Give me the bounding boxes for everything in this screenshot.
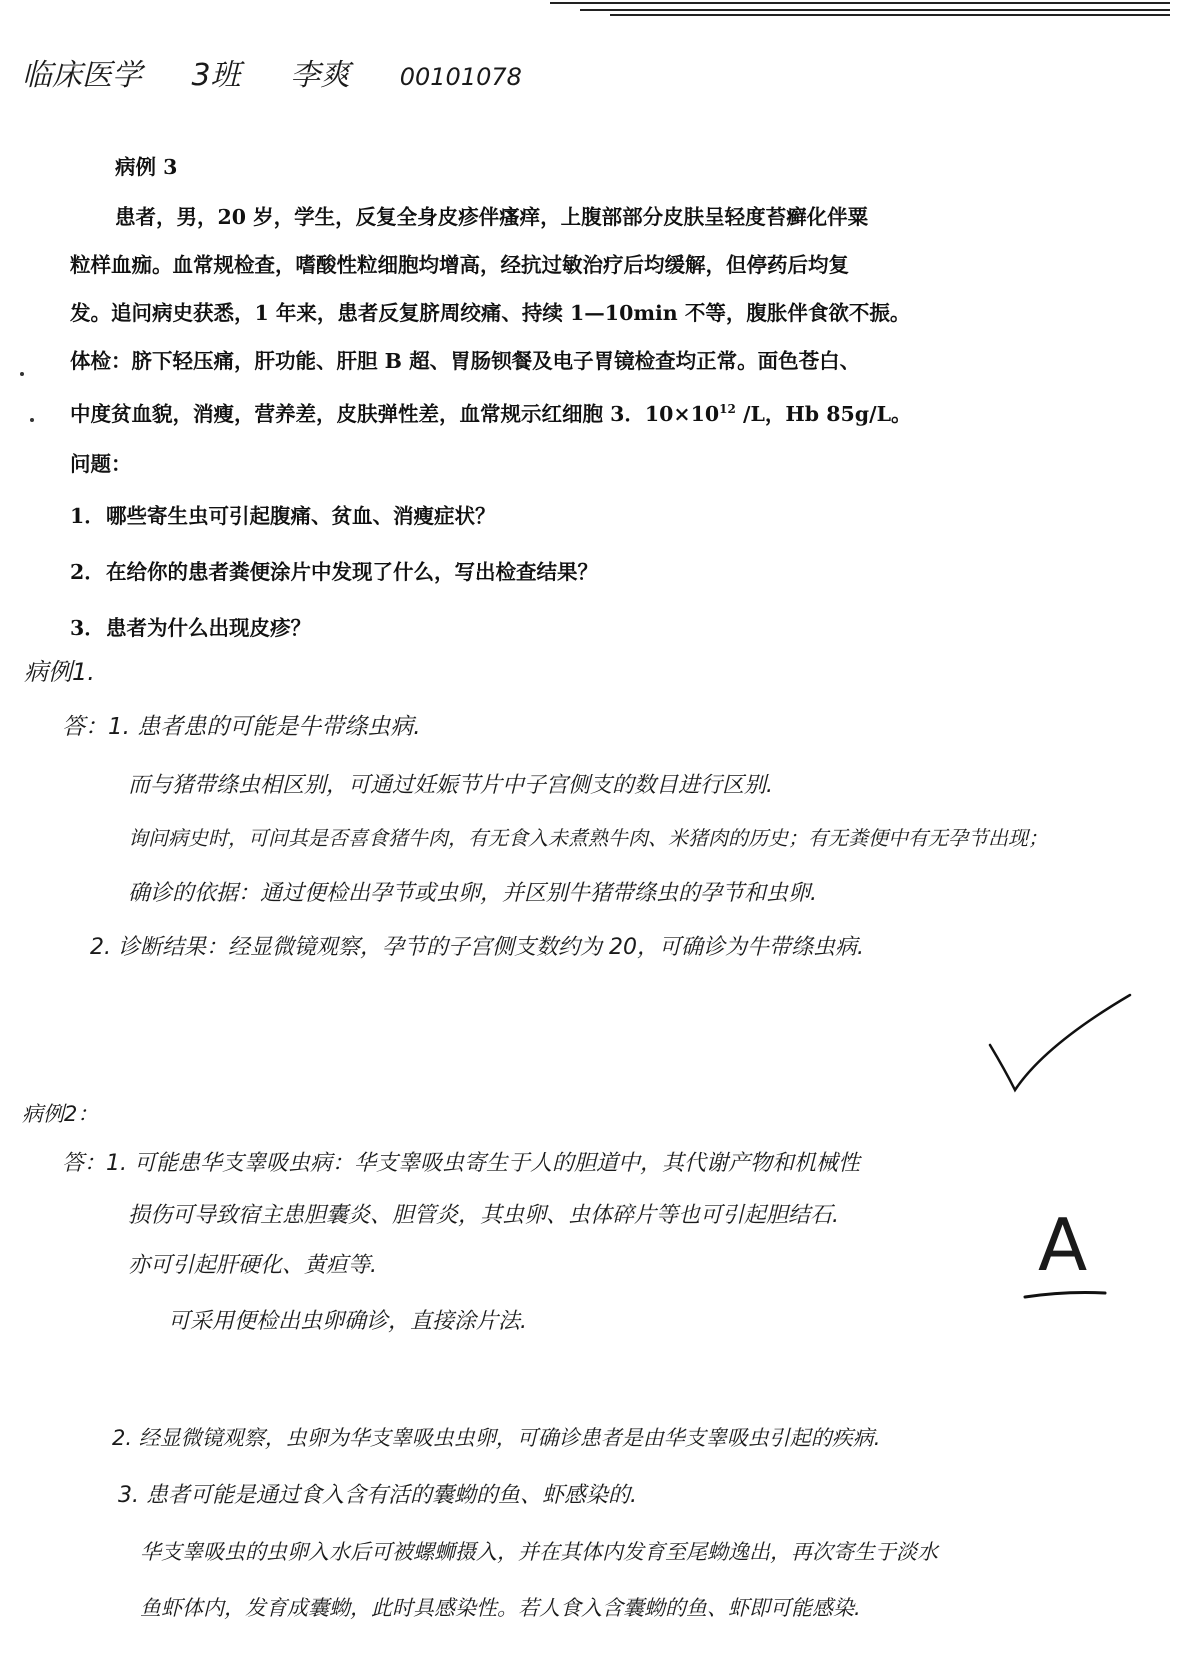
case-line: [70, 394, 940, 429]
case-line-text: /L，Hb 85g/L。: [735, 401, 912, 426]
student-name: 李爽: [290, 58, 351, 93]
case-line: 发。追问病史获悉，1 年来，患者反复脐周绞痛、持续 1—10min 不等，腹胀伴食欲不振。: [70, 301, 911, 325]
case-line: 粒样血痂。血常规检查，嗜酸性粒细胞均增高，经抗过敏治疗后均缓解，但停药后均复: [70, 253, 849, 277]
question-item: [70, 499, 940, 529]
answer-line: 华支睾吸虫的虫卵入水后可被螺蛳摄入，并在其体内发育至尾蚴逸出，再次寄生于淡水: [140, 1540, 938, 1564]
answer-line: 亦可引起肝硬化、黄疸等.: [128, 1253, 377, 1278]
course-name: 临床医学: [22, 58, 142, 93]
answer-line: 3. 患者可能是通过食入含有活的囊蚴的鱼、虾感染的.: [118, 1483, 637, 1508]
grade-letter: A: [1038, 1203, 1088, 1287]
class-name: 3班: [191, 58, 241, 93]
question-item: [70, 611, 940, 641]
answer-section1-title: 病例1.: [24, 658, 95, 686]
answer-line: 2. 诊断结果：经显微镜观察，孕节的子宫侧支数约为 20，可确诊为牛带绦虫病.: [90, 935, 864, 960]
question-number: 1．: [70, 503, 105, 528]
case-line: 体检：脐下轻压痛，肝功能、肝胆 B 超、胃肠钡餐及电子胃镜检查均正常。面色苍白、: [70, 349, 861, 373]
answer-line: 损伤可导致宿主患胆囊炎、胆管炎，其虫卵、虫体碎片等也可引起胆结石.: [128, 1203, 839, 1228]
student-id: 00101078: [399, 63, 522, 91]
question-number: 3．: [70, 615, 105, 640]
exponent: 12: [719, 402, 736, 416]
answer-line: 可采用便检出虫卵确诊，直接涂片法.: [168, 1309, 527, 1334]
case-line-text: 中度贫血貌，消瘦，营养差，皮肤弹性差，血常规示红细胞 3．10×10: [70, 401, 720, 426]
answer-line: 鱼虾体内，发育成囊蚴，此时具感染性。若人食入含囊蚴的鱼、虾即可能感染.: [140, 1596, 861, 1620]
question-number: 2．: [70, 559, 105, 584]
answer-line: 询问病史时，可问其是否喜食猪牛肉，有无食入未煮熟牛肉、米猪肉的历史；有无粪便中有无孕节出现；: [128, 826, 1048, 850]
question-text: 在给你的患者粪便涂片中发现了什么，写出检查结果？: [106, 559, 598, 584]
check-mark-icon: [985, 990, 1135, 1110]
answer-line: 2. 经显微镜观察，虫卵为华支睾吸虫虫卵，可确诊患者是由华支睾吸虫引起的疾病.: [112, 1426, 881, 1450]
answer-section2-title: 病例2：: [22, 1102, 99, 1126]
case-paragraph: [70, 202, 940, 429]
answer-line: 确诊的依据：通过便检出孕节或虫卵，并区别牛猪带绦虫的孕节和虫卵.: [128, 881, 817, 906]
student-header: [22, 50, 562, 94]
case-line: 患者，男，20 岁，学生，反复全身皮疹伴瘙痒，上腹部部分皮肤呈轻度苔癣化伴粟: [115, 205, 869, 229]
scan-border-lines: [500, 0, 1170, 18]
question-text: 患者为什么出现皮疹？: [106, 615, 311, 640]
case-title: 病例 3: [115, 155, 178, 179]
question-text: 哪些寄生虫可引起腹痛、贫血、消瘦症状？: [106, 503, 496, 528]
questions-list: [70, 499, 940, 641]
case-text: [70, 150, 940, 667]
answer-line: 答：1. 患者患的可能是牛带绦虫病.: [62, 714, 421, 740]
answer-line: 答：1. 可能患华支睾吸虫病：华支睾吸虫寄生于人的胆道中，其代谢产物和机械性: [62, 1151, 860, 1176]
scan-speck: [30, 418, 34, 422]
questions-label: 问题：: [70, 451, 132, 476]
scan-speck: [20, 372, 24, 376]
question-item: [70, 555, 940, 585]
answer-line: 而与猪带绦虫相区别，可通过妊娠节片中子宫侧支的数目进行区别.: [128, 773, 773, 798]
